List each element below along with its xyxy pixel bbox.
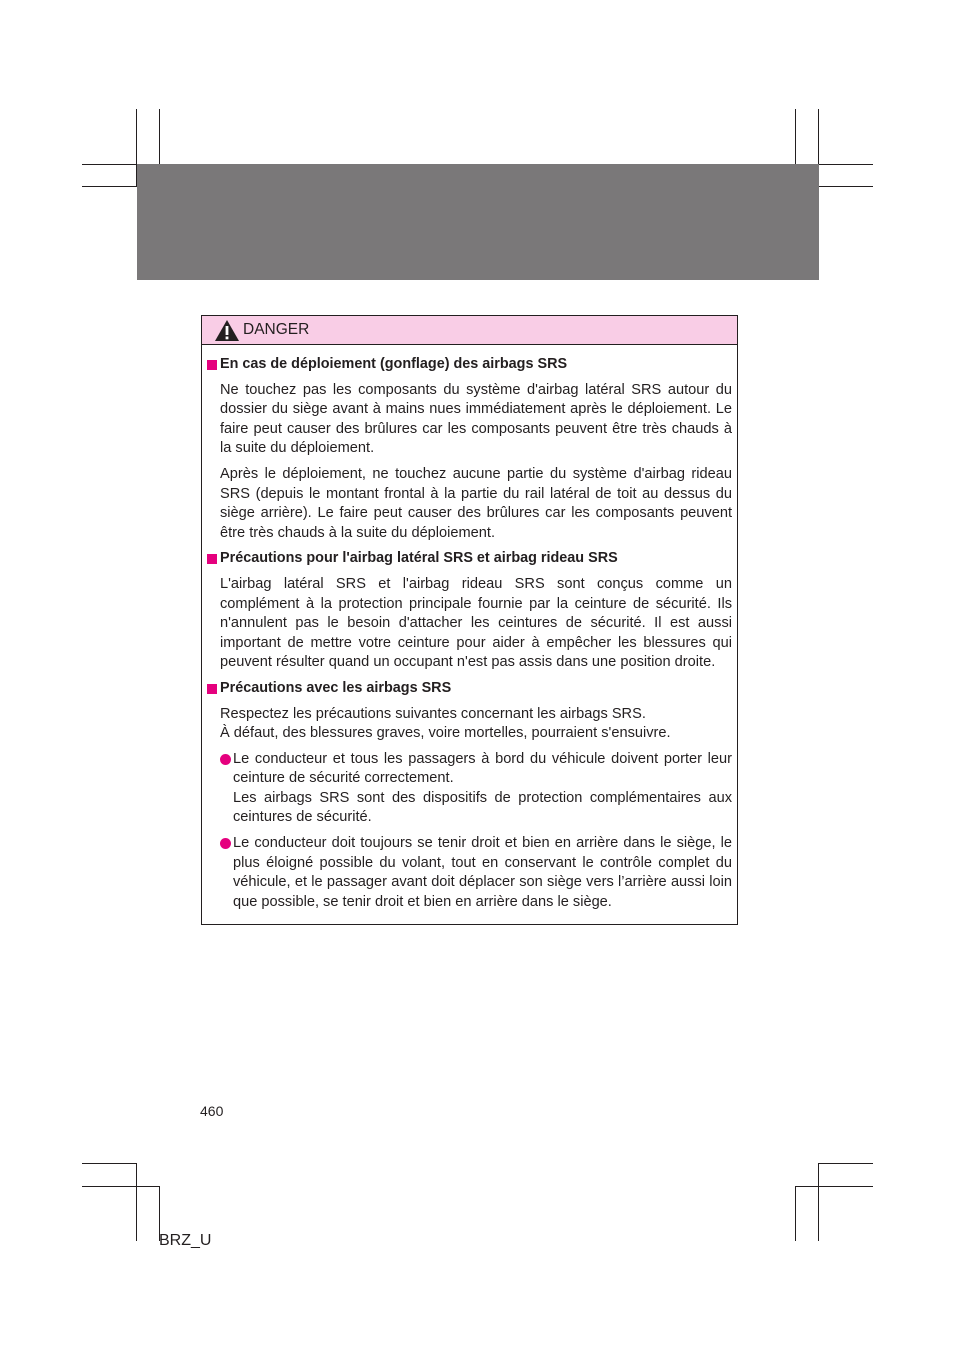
crop-mark xyxy=(136,1163,137,1241)
footer-code: BRZ_U xyxy=(159,1232,212,1249)
section-title-text: En cas de déploiement (gonflage) des airbags SRS xyxy=(220,356,568,372)
list-item xyxy=(220,750,732,828)
square-bullet-icon xyxy=(207,554,217,564)
crop-mark xyxy=(795,109,796,164)
square-bullet-icon xyxy=(207,360,217,370)
crop-mark xyxy=(818,1163,873,1164)
list-item-main: Le conducteur doit toujours se tenir droit et bien en arrière dans le siège, le plus éloigné possible du volant, tout en conservant le contrôle complet du véhicule, et le passager avant doit déplacer son siège vers l’arrière aussi loin que possible, se tenir droit et bien en arrière dans le siège. xyxy=(233,835,732,910)
section-title xyxy=(207,679,732,699)
list-item-text xyxy=(233,834,732,912)
section-title-text: Précautions pour l'airbag latéral SRS et airbag rideau SRS xyxy=(220,550,618,567)
header-band xyxy=(137,164,819,280)
paragraph: Après le déploiement, ne touchez aucune partie du système d'airbag rideau SRS (depuis le montant frontal à la partie du rail latéral de toit au dessus du siège arrière). Le faire peut causer des brûlures car les composants peuvent être très chauds à la suite du déploiement. xyxy=(220,465,732,541)
list-item-text xyxy=(233,750,732,828)
crop-mark xyxy=(818,1163,819,1241)
square-bullet-icon xyxy=(207,684,217,694)
danger-header xyxy=(202,316,737,345)
intro-line: À défaut, des blessures graves, voire mortelles, pourraient s'ensuivre. xyxy=(220,725,671,742)
danger-box xyxy=(201,315,738,925)
warning-triangle-icon xyxy=(214,319,240,342)
crop-mark xyxy=(159,109,160,164)
list-item-extra: Les airbags SRS sont des dispositifs de protection complémentaires aux ceintures de sécurité. xyxy=(233,789,732,826)
page-number: 460 xyxy=(200,1103,224,1119)
circle-bullet-icon xyxy=(220,754,231,765)
crop-mark xyxy=(82,164,137,165)
crop-mark xyxy=(818,164,873,165)
crop-mark xyxy=(795,1186,796,1241)
crop-mark xyxy=(82,186,137,187)
intro-line: Respectez les précautions suivantes concernant les airbags SRS. xyxy=(220,705,646,722)
intro-paragraph xyxy=(220,705,732,744)
crop-mark xyxy=(795,1186,873,1187)
section-title xyxy=(207,549,732,569)
section-title xyxy=(207,355,732,375)
crop-mark xyxy=(82,1163,137,1164)
danger-content xyxy=(202,345,737,912)
danger-label: DANGER xyxy=(243,321,310,338)
circle-bullet-icon xyxy=(220,838,231,849)
paragraph: L'airbag latéral SRS et l'airbag rideau SRS sont conçus comme un complément à la protection principale fournie par la ceinture de sécurité. Ils n'annulent pas le besoin d'attacher les ceintures de sécurité. Il est aussi important de mettre votre ceinture pour aider à empêcher les blessures qui peuvent résulter quand un occupant n'est pas assis dans une position droite. xyxy=(220,575,732,671)
paragraph: Ne touchez pas les composants du système d'airbag latéral SRS autour du dossier du siège avant à mains nues immédiatement après le déploiement. Le faire peut causer des brûlures car les composants peuvent être très chauds à la suite du déploiement. xyxy=(220,381,732,457)
crop-mark xyxy=(82,1186,160,1187)
crop-mark xyxy=(818,186,873,187)
list-item-main: Le conducteur et tous les passagers à bord du véhicule doivent porter leur ceinture de sécurité correctement. xyxy=(233,750,732,787)
list-item xyxy=(220,834,732,912)
section-title-text: Précautions avec les airbags SRS xyxy=(220,679,452,696)
